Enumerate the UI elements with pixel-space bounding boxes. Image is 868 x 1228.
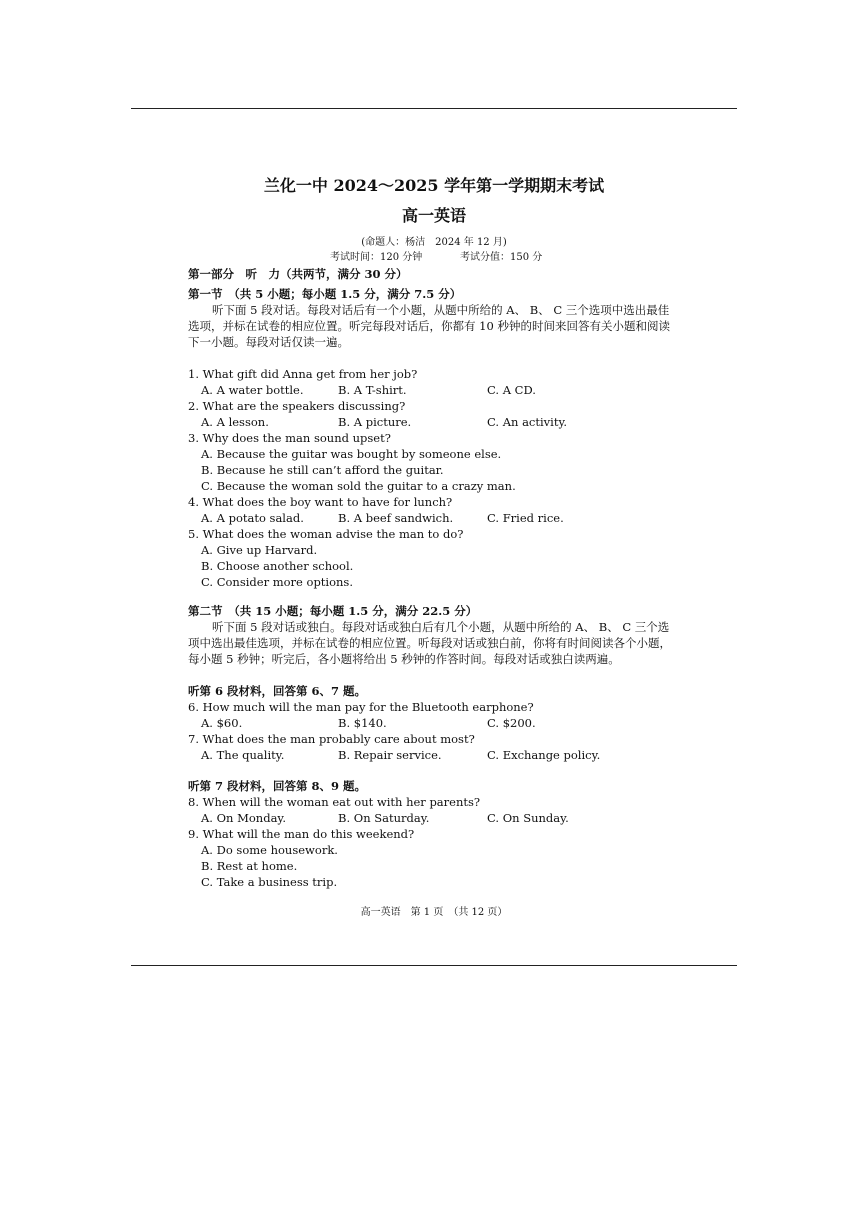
option-1b: B. A T-shirt. xyxy=(338,383,407,397)
section2-heading: 第二节 （共 15 小题；每小题 1.5 分，满分 22.5 分） xyxy=(188,604,478,618)
question-5: 5. What does the woman advise the man to do? xyxy=(188,527,464,541)
option-8b: B. On Saturday. xyxy=(338,811,430,825)
option-2c: C. An activity. xyxy=(487,415,568,429)
option-8c: C. On Sunday. xyxy=(487,811,569,825)
option-1a: A. A water bottle. xyxy=(201,383,304,397)
option-7b: B. Repair service. xyxy=(338,748,442,762)
option-8a: A. On Monday. xyxy=(201,811,287,825)
option-4b: B. A beef sandwich. xyxy=(338,511,454,525)
option-9b: B. Rest at home. xyxy=(201,859,298,873)
exam-subject: 高一英语 xyxy=(401,206,466,225)
question-1: 1. What gift did Anna get from her job? xyxy=(188,367,418,381)
group-6-heading: 听第 6 段材料，回答第 6、7 题。 xyxy=(188,684,367,698)
group-7-heading: 听第 7 段材料，回答第 8、9 题。 xyxy=(188,779,367,793)
question-7: 7. What does the man probably care about most? xyxy=(188,732,475,746)
top-rule xyxy=(131,108,737,109)
option-6c: C. $200. xyxy=(487,716,536,730)
page-footer: 高一英语 第 1 页 （共 12 页） xyxy=(360,907,508,918)
question-8: 8. When will the woman eat out with her parents? xyxy=(188,795,481,809)
section1-instructions: 听下面 5 段对话。每段对话后有一个小题，从题中所给的 A、 B、 C 三个选项中选出最佳选项，并标在试卷的相应位置。听完每段对话后，你都有 10 秒钟的时间来回答有关小题和阅读下一小题。每段对话仅读一遍。 xyxy=(188,303,670,349)
option-3b: B. Because he still can’t afford the guitar. xyxy=(201,463,444,477)
option-5a: A. Give up Harvard. xyxy=(201,543,318,557)
exam-title: 兰化一中 2024～2025 学年第一学期期末考试 xyxy=(263,176,605,195)
bottom-rule xyxy=(131,965,737,966)
option-5c: C. Consider more options. xyxy=(201,575,353,589)
option-2a: A. A lesson. xyxy=(201,415,269,429)
option-7c: C. Exchange policy. xyxy=(487,748,601,762)
option-3a: A. Because the guitar was bought by someone else. xyxy=(201,447,502,461)
option-2b: B. A picture. xyxy=(338,415,412,429)
option-4c: C. Fried rice. xyxy=(487,511,564,525)
exam-score: 考试分值：150 分 xyxy=(460,252,543,263)
option-9c: C. Take a business trip. xyxy=(201,875,338,889)
part1-heading: 第一部分 听 力（共两节，满分 30 分） xyxy=(188,267,408,281)
question-4: 4. What does the boy want to have for lunch? xyxy=(188,495,453,509)
option-6b: B. $140. xyxy=(338,716,387,730)
option-5b: B. Choose another school. xyxy=(201,559,354,573)
question-9: 9. What will the man do this weekend? xyxy=(188,827,415,841)
option-9a: A. Do some housework. xyxy=(201,843,338,857)
question-3: 3. Why does the man sound upset? xyxy=(188,431,391,445)
question-2: 2. What are the speakers discussing? xyxy=(188,399,406,413)
exam-author: (命题人：杨洁 2024 年 12 月) xyxy=(361,237,507,248)
option-1c: C. A CD. xyxy=(487,383,536,397)
exam-time: 考试时间：120 分钟 xyxy=(330,252,423,263)
option-6a: A. $60. xyxy=(201,716,243,730)
option-4a: A. A potato salad. xyxy=(201,511,304,525)
section2-instructions: 听下面 5 段对话或独白。每段对话或独白后有几个小题，从题中所给的 A、 B、 C 三个选项中选出最佳选项，并标在试卷的相应位置。听每段对话或独白前，你将有时间阅读各个小题，每小题 5 秒钟；听完后，各小题将给出 5 秒钟的作答时间。每段对话或独白读两遍。 xyxy=(188,620,671,666)
section1-heading: 第一节 （共 5 小题；每小题 1.5 分，满分 7.5 分） xyxy=(188,287,462,301)
option-3c: C. Because the woman sold the guitar to a crazy man. xyxy=(201,479,516,493)
question-6: 6. How much will the man pay for the Bluetooth earphone? xyxy=(188,700,534,714)
option-7a: A. The quality. xyxy=(201,748,285,762)
